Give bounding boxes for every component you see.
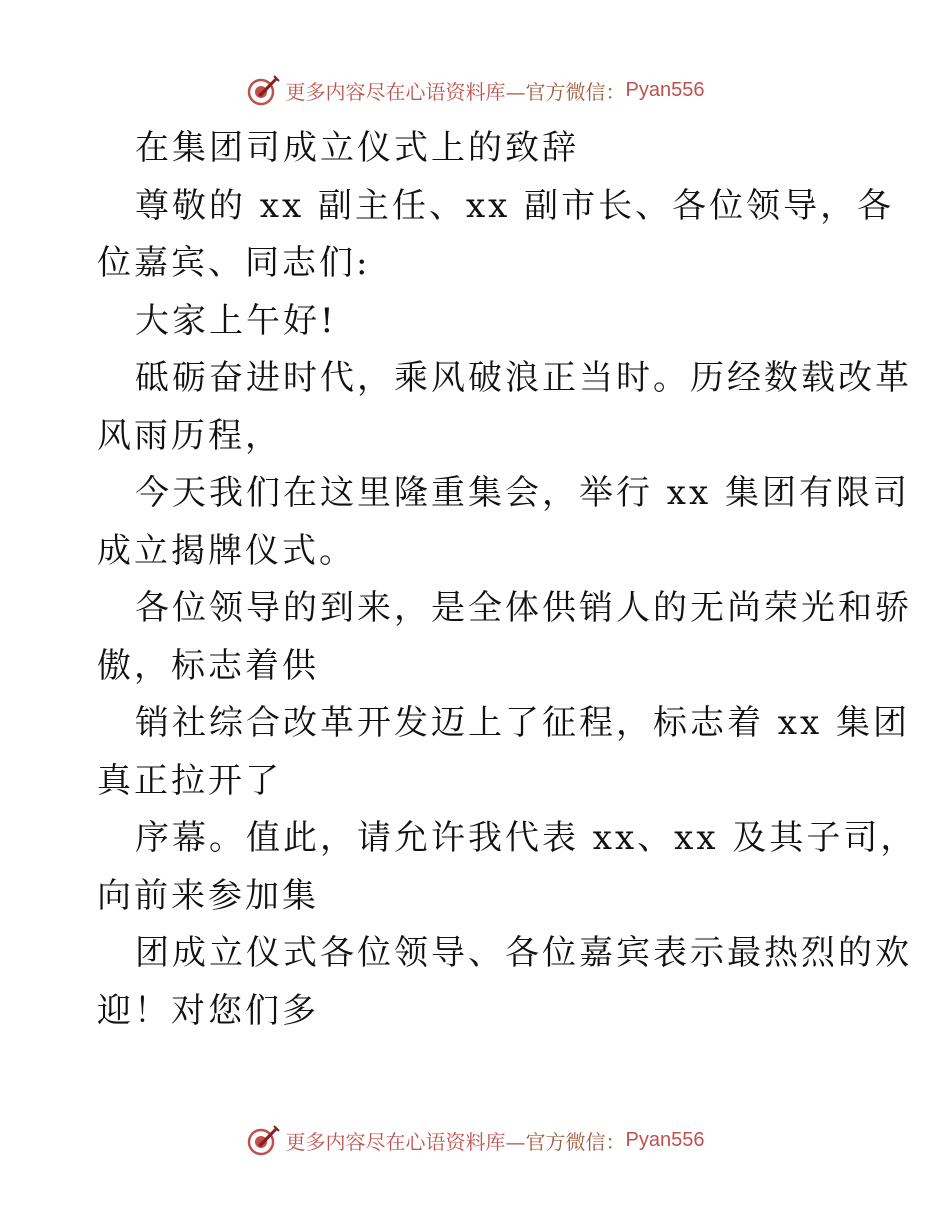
banner-main-text: 更多内容尽在心语资料库 xyxy=(285,1129,506,1154)
paragraph-line: 傲，标志着供 xyxy=(97,645,319,686)
paragraph-line: 向前来参加集 xyxy=(97,875,319,916)
paragraph-line: 大家上午好! xyxy=(135,300,337,341)
paragraph-line: 迎！对您们多 xyxy=(97,990,319,1031)
paragraph-line: 风雨历程， xyxy=(97,415,282,456)
footer-banner xyxy=(0,1120,950,1160)
document-title: 在集团司成立仪式上的致辞 xyxy=(135,128,579,168)
document-body xyxy=(97,120,918,1040)
paragraph-line: 真正拉开了 xyxy=(97,760,282,801)
banner-wechat-id: Pyan556 xyxy=(625,78,705,101)
paragraph-line: 团成立仪式各位领导、各位嘉宾表示最热烈的欢 xyxy=(135,933,912,973)
paragraph-line: 尊敬的 xx 副主任、xx 副市长、各位领导，各 xyxy=(135,185,895,226)
header-banner xyxy=(0,70,950,110)
quill-pen-logo-icon xyxy=(246,1123,280,1157)
banner-wechat-id: Pyan556 xyxy=(625,1128,705,1151)
quill-pen-logo-icon xyxy=(246,73,280,107)
paragraph-line: 销社综合改革开发迈上了征程，标志着 xx 集团 xyxy=(135,703,910,743)
paragraph-line: 砥砺奋进时代，乘风破浪正当时。历经数载改革 xyxy=(135,358,912,398)
paragraph-line: 成立揭牌仪式。 xyxy=(97,530,356,571)
paragraph-line: 各位领导的到来，是全体供销人的无尚荣光和骄 xyxy=(135,588,912,628)
banner-main-text: 更多内容尽在心语资料库 xyxy=(285,79,506,104)
banner-wechat-label: —官方微信： xyxy=(505,79,626,104)
paragraph-line: 位嘉宾、同志们: xyxy=(97,243,371,283)
paragraph-line: 序幕。值此，请允许我代表 xx、xx 及其子司， xyxy=(135,818,918,858)
banner-wechat-label: —官方微信： xyxy=(505,1129,626,1154)
paragraph-line: 今天我们在这里隆重集会，举行 xx 集团有限司 xyxy=(135,473,910,513)
